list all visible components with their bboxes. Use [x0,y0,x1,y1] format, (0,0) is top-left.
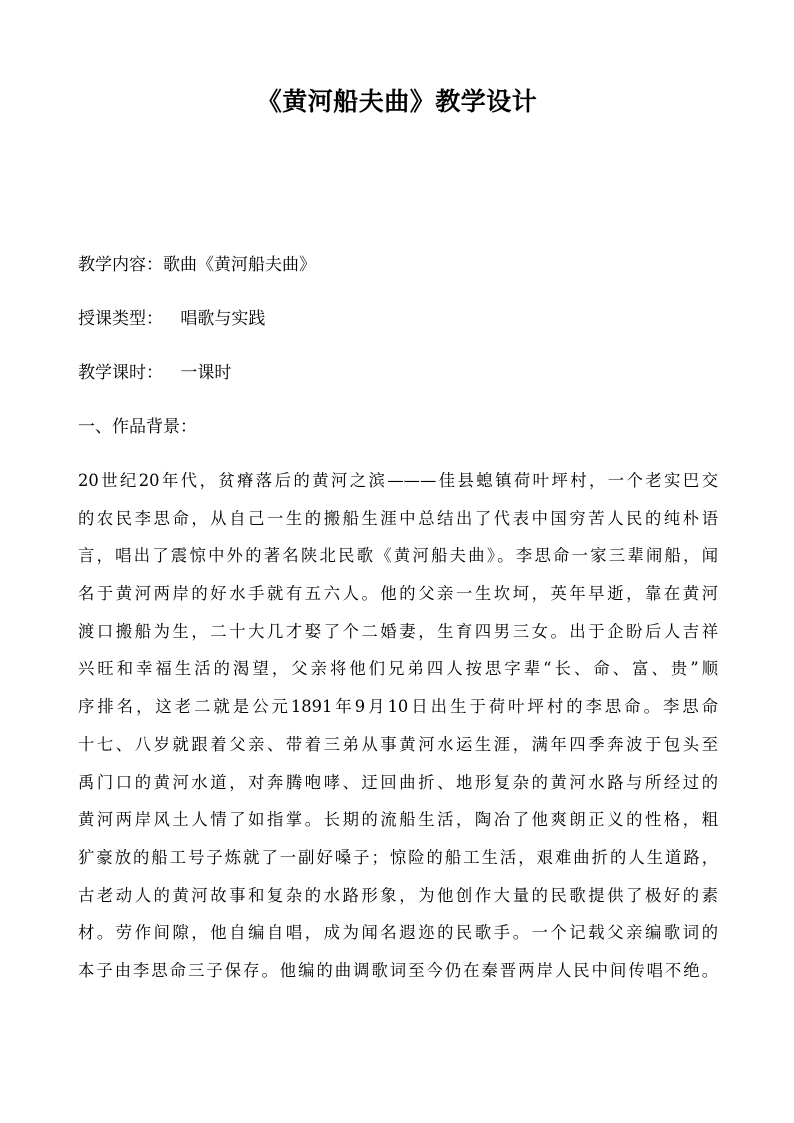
meta-lesson-type [78,308,265,330]
body-line: 名于黄河两岸的好水手就有五六人。他的父亲一生坎坷，英年早逝，靠在黄河 [78,584,718,604]
meta-value: 唱歌与实践 [175,309,266,329]
body-line: 言，唱出了震惊中外的著名陕北民歌《黄河船夫曲》。李思命一家三辈闹船，闻 [78,546,718,566]
meta-label: 教学内容： [78,255,163,275]
body-line: 黄河两岸风土人情了如指掌。长期的流船生活，陶冶了他爽朗正义的性格，粗 [78,810,718,830]
meta-value: 歌曲《黄河船夫曲》 [163,255,316,275]
body-line: 禹门口的黄河水道，对奔腾咆哮、迂回曲折、地形复杂的黄河水路与所经过的 [78,772,718,792]
body-line: 本子由李思命三子保存。他编的曲调歌词至今仍在秦晋两岸人民中间传唱不绝。 [78,960,718,980]
body-line: 材。劳作间隙，他自编自唱，成为闻名遐迩的民歌手。一个记载父亲编歌词的 [78,923,718,943]
body-line: 渡口搬船为生，二十大几才娶了个二婚妻，生育四男三女。出于企盼后人吉祥 [78,621,718,641]
body-line: 犷豪放的船工号子炼就了一副好嗓子；惊险的船工生活，艰难曲折的人生道路， [78,847,718,867]
body-line: 十七、八岁就跟着父亲、带着三弟从事黄河水运生涯，满年四季奔波于包头至 [78,734,718,754]
body-line: 序排名，这老二就是公元1891年9月10日出生于荷叶坪村的李思命。李思命 [78,697,718,717]
document-title: 《黄河船夫曲》教学设计 [256,87,538,116]
meta-lesson-hours [78,362,231,384]
section-body [78,462,718,990]
meta-teaching-content [78,254,316,276]
meta-value: 一课时 [175,363,232,383]
body-line: 的农民李思命，从自己一生的搬船生涯中总结出了代表中国穷苦人民的纯朴语 [78,508,718,528]
body-line: 古老动人的黄河故事和复杂的水路形象，为他创作大量的民歌提供了极好的素 [78,885,718,905]
body-line: 20世纪20年代，贫瘠落后的黄河之滨———佳县螅镇荷叶坪村，一个老实巴交 [78,471,718,490]
meta-label: 授课类型： [78,309,163,329]
meta-label: 教学课时： [78,363,163,383]
body-line: 兴旺和幸福生活的渴望，父亲将他们兄弟四人按思字辈“长、命、富、贵”顺 [78,659,718,679]
section-heading: 一、作品背景： [78,417,197,437]
